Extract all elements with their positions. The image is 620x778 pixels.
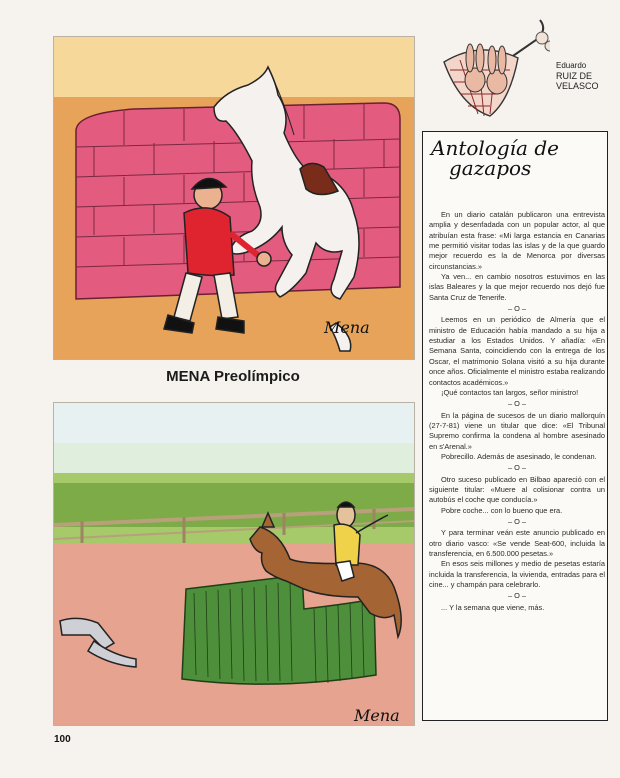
cartoon-wall-horse <box>53 36 415 360</box>
separator: – O – <box>507 591 527 601</box>
author-last-name-2: VELASCO <box>556 81 599 91</box>
paragraph: Pobrecillo. Además de asesinado, le condenan. <box>441 451 597 461</box>
paragraph: En un diario catalán publicaron una entrevista amplia y desenfadada con un popular actor, al que atribuían esta frase: «Mi larga estancia en Canarias me permitió visitar todas las islas y de la que guardo mejor recuerdo es la de Menorca por diversas circunstancias.» <box>429 210 605 271</box>
separator: – O – <box>507 399 527 409</box>
cartoon1-signature: Mena <box>324 318 370 337</box>
paragraph: En la página de sucesos de un diario mallorquín (27-7-81) viene un titular que dice: «El Tribunal Supremo confirma la condena al hombre asesinado en s'Arenal.» <box>429 410 605 451</box>
article-column <box>422 131 608 721</box>
separator: – O – <box>507 304 527 314</box>
paragraph: Otro suceso publicado en Bilbao apareció con el siguiente titular: «Muere al colisionar contra un autobús el coche que conducía.» <box>429 474 605 505</box>
paragraph: ... Y la semana que viene, más. <box>441 602 545 612</box>
rabbit-net-icon <box>440 10 550 130</box>
section-title <box>431 138 571 178</box>
section-title-line-1: Antología de <box>431 136 559 160</box>
paragraph: Y para terminar veán este anuncio publicado en otro diario vasco: «Se vende Seat-600, incluida la transferencia, en 6.500.000 pesetas.» <box>429 528 605 558</box>
separator: – O – <box>507 463 527 473</box>
separator: – O – <box>507 516 527 526</box>
section-title-line-2: gazapos <box>449 156 532 180</box>
author-last-name-1: RUIZ DE <box>556 71 592 81</box>
article-body <box>429 210 605 613</box>
page-number: 100 <box>54 734 71 745</box>
author-first-name: Eduardo <box>556 61 587 70</box>
paragraph: ¡Qué contactos tan largos, señor ministro! <box>441 387 579 397</box>
paragraph: En esos seis millones y medio de pesetas estaría incluida la transferencia, la vivienda, entradas para el cine... y champán para celebrarlo. <box>429 559 605 590</box>
paragraph: Pobre coche... con lo bueno que era. <box>441 505 563 515</box>
cartoon-hedge-horse <box>53 402 415 726</box>
paragraph: Leemos en un periódico de Almería que el ministro de Educación había mandado a su hija a estudiar a los Estados Unidos. Y añadía: «En Semana Santa, coincidiendo con la entrega de los Oscar, el matrimonio Solana visitó a su hija durante once años. Oficialmente el ministro estaba realizando contactos académicos.» <box>429 315 605 387</box>
cartoon2-signature: Mena <box>354 706 400 725</box>
paragraph: Ya ven... en cambio nosotros estuvimos en las islas Baleares y la que mejor recuerdo nos dejó fue Santa Cruz de Tenerife. <box>429 272 605 302</box>
cartoon-caption: MENA Preolímpico <box>166 368 300 385</box>
author-byline <box>556 61 612 91</box>
